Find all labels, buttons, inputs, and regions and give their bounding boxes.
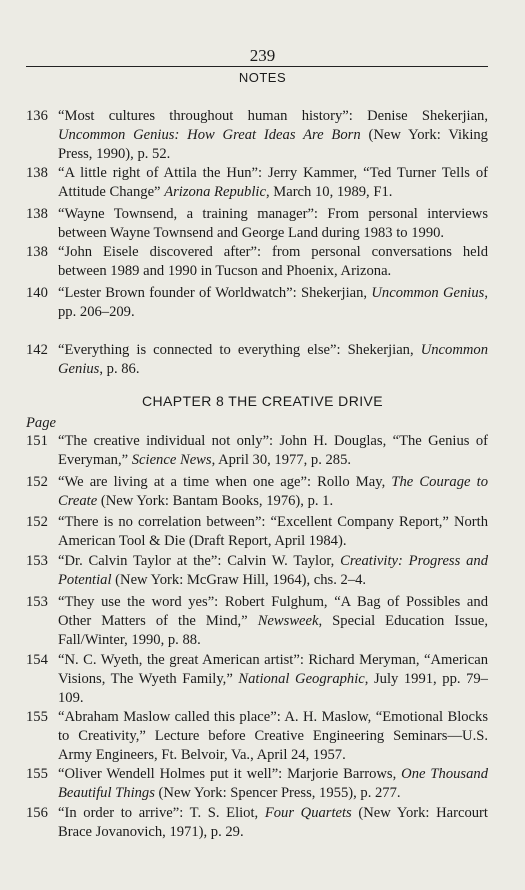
note-entry	[26, 651, 488, 708]
note-text	[58, 593, 488, 650]
note-text	[58, 243, 488, 281]
note-page-number: 138	[26, 244, 48, 260]
page-column-label: Page	[26, 415, 56, 431]
note-title-italic: Uncommon Genius	[371, 285, 485, 301]
note-text-segment: “They use the word yes”: Robert Fulghum, “A Bag of Possibles and Other Matters of the Mind,”	[58, 594, 488, 629]
note-text-segment: “Lester Brown founder of Worldwatch”: Shekerjian,	[58, 285, 372, 301]
running-head: NOTES	[238, 70, 287, 85]
note-page-number: 154	[26, 652, 48, 668]
note-text	[58, 164, 488, 202]
note-page-number: 152	[26, 474, 48, 490]
note-entry	[26, 513, 488, 551]
note-text-segment: , March 10, 1989, F1.	[265, 184, 393, 200]
note-text-segment: (New York: Harcourt Brace Jovanovich, 1971), p. 29.	[58, 805, 488, 840]
note-page-number: 138	[26, 165, 48, 181]
note-title-italic: Creativity: Progress and Potential	[58, 553, 488, 588]
note-text	[58, 651, 488, 708]
note-entry	[26, 164, 488, 202]
note-text	[58, 765, 488, 803]
note-entry	[26, 804, 488, 842]
note-entry	[26, 107, 488, 164]
note-text-segment: (New York: Bantam Books, 1976), p. 1.	[97, 493, 334, 509]
note-title-italic: Newsweek	[257, 613, 319, 629]
note-text-segment: “Dr. Calvin Taylor at the”: Calvin W. Taylor,	[58, 553, 341, 569]
note-text-segment: “Abraham Maslow called this place”: A. H. Maslow, “Emotional Blocks to Creativity,” Lecture before Creative Engineering Seminars—U.S. Army Engineers, Ft. Belvoir, Va., April 24, 1957.	[58, 709, 488, 763]
note-entry	[26, 473, 488, 511]
note-text-segment: , p. 86.	[99, 361, 140, 377]
note-title-italic: Uncommon Genius	[58, 342, 488, 377]
note-entry	[26, 205, 488, 243]
note-title-italic: One Thousand Beautiful Things	[58, 766, 488, 801]
note-title-italic: Uncommon Genius: How Great Ideas Are Born	[58, 127, 361, 143]
note-text-segment: “Wayne Townsend, a training manager”: From personal interviews between Wayne Townsend and George Land during 1983 to 1990.	[58, 206, 488, 241]
note-page-number: 138	[26, 206, 48, 222]
note-page-number: 155	[26, 709, 48, 725]
note-text-segment: , pp. 206–209.	[58, 285, 488, 320]
note-text-segment: “Most cultures throughout human history”: Denise Shekerjian,	[58, 108, 488, 124]
note-text-segment: , April 30, 1977, p. 285.	[211, 452, 352, 468]
note-text-segment: “There is no correlation between”: “Excellent Company Report,” North American Tool & Die (Draft Report, April 1984).	[58, 514, 488, 549]
note-text-segment: (New York: Spencer Press, 1955), p. 277.	[154, 785, 401, 801]
note-entry	[26, 593, 488, 650]
note-page-number: 140	[26, 285, 48, 301]
note-page-number: 142	[26, 342, 48, 358]
note-text-segment: (New York: Viking Press, 1990), p. 52.	[58, 127, 488, 162]
header-rule	[26, 66, 488, 67]
note-text	[58, 341, 488, 379]
note-text-segment: “In order to arrive”: T. S. Eliot,	[58, 805, 265, 821]
chapter-heading: CHAPTER 8 THE CREATIVE DRIVE	[142, 393, 383, 409]
note-text	[58, 708, 488, 765]
note-entry	[26, 284, 488, 322]
note-text-segment: , July 1991, pp. 79–109.	[58, 671, 488, 706]
note-text	[58, 432, 488, 470]
note-page-number: 151	[26, 433, 48, 449]
note-entry	[26, 765, 488, 803]
note-title-italic: National Geographic	[238, 671, 365, 687]
note-text-segment: “N. C. Wyeth, the great American artist”: Richard Meryman, “American Visions, The Wyeth Family,”	[58, 652, 488, 687]
note-text	[58, 513, 488, 551]
note-text-segment: “John Eisele discovered after”: from personal conversations held between 1989 and 1990 in Tucson and Phoenix, Arizona.	[58, 244, 488, 279]
note-title-italic: Four Quartets	[264, 805, 352, 821]
note-text-segment: “Oliver Wendell Holmes put it well”: Marjorie Barrows,	[58, 766, 402, 782]
note-text	[58, 107, 488, 164]
note-text	[58, 473, 488, 511]
note-text	[58, 552, 488, 590]
note-page-number: 153	[26, 594, 48, 610]
note-entry	[26, 341, 488, 379]
note-page-number: 156	[26, 805, 48, 821]
note-page-number: 153	[26, 553, 48, 569]
note-text	[58, 205, 488, 243]
note-text	[58, 804, 488, 842]
note-entry	[26, 432, 488, 470]
note-entry	[26, 552, 488, 590]
note-entry	[26, 243, 488, 281]
note-page-number: 136	[26, 108, 48, 124]
note-title-italic: Arizona Republic	[164, 184, 266, 200]
page-number: 239	[249, 46, 276, 65]
note-page-number: 152	[26, 514, 48, 530]
note-text-segment: , Special Education Issue, Fall/Winter, 1990, p. 88.	[58, 613, 488, 648]
note-text-segment: “Everything is connected to everything else”: Shekerjian,	[58, 342, 421, 358]
note-text-segment: “We are living at a time when one age”: Rollo May,	[58, 474, 392, 490]
note-text	[58, 284, 488, 322]
note-text-segment: “A little right of Attila the Hun”: Jerry Kammer, “Ted Turner Tells of Attitude Change”	[58, 165, 488, 200]
note-title-italic: Science News	[131, 452, 212, 468]
note-entry	[26, 708, 488, 765]
note-text-segment: (New York: McGraw Hill, 1964), chs. 2–4.	[111, 572, 367, 588]
note-page-number: 155	[26, 766, 48, 782]
note-title-italic: The Courage to Create	[58, 474, 488, 509]
note-text-segment: “The creative individual not only”: John H. Douglas, “The Genius of Everyman,”	[58, 433, 488, 468]
